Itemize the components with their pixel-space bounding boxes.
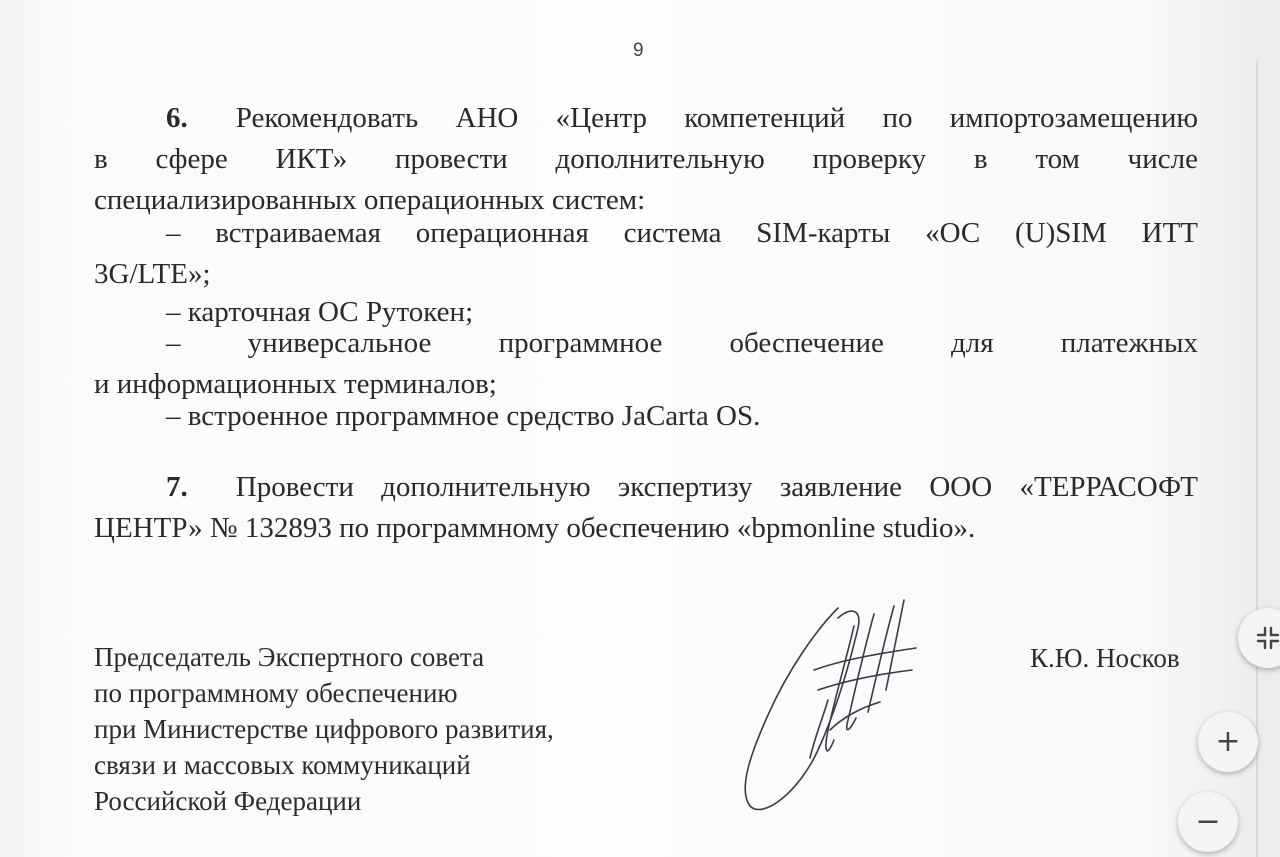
- list-item-1-text: – встраиваемая операционная система SIM-карты «ОС (U)SIM ИТТ: [166, 217, 1198, 249]
- list-item: [94, 213, 1198, 295]
- signer-title-line: связи и массовых коммуникаций: [94, 750, 471, 780]
- paragraph-6-text-1: Рекомендовать АНО «Центр компетенций по импортозамещению: [235, 102, 1198, 134]
- signer-title-line: Российской Федерации: [94, 786, 362, 816]
- list-item-1-line-1: [94, 213, 1198, 254]
- list-item-3-text: – универсальное программное обеспечение для платежных: [166, 327, 1198, 359]
- paragraph-6-line-2: в сфере ИКТ» провести дополнительную проверку в том числе: [94, 143, 1198, 175]
- page-number: 9: [633, 40, 644, 61]
- list-item-3-line-2: и информационных терминалов;: [94, 368, 497, 400]
- paragraph-7: [94, 467, 1198, 549]
- list-item-3-line-1: [94, 323, 1198, 364]
- signer-title-line: по программному обеспечению: [94, 678, 458, 708]
- list-item-4-text: – встроенное программное средство JaCarta OS.: [166, 400, 761, 432]
- signer-title: [94, 639, 554, 819]
- collapse-arrows-icon: [1255, 625, 1280, 651]
- minus-icon: −: [1195, 804, 1221, 839]
- paragraph-7-line-2: ЦЕНТР» № 132893 по программному обеспечению «bpmonline studio».: [94, 512, 976, 544]
- list-item: [94, 323, 1198, 405]
- list-item-2-text: – карточная ОС Рутокен;: [166, 296, 474, 328]
- list-item: [166, 396, 760, 437]
- paragraph-6-number: 6.: [166, 102, 188, 134]
- paragraph-7-line-1: [94, 467, 1198, 508]
- list-item-1-line-2: 3G/LTE»;: [94, 258, 211, 290]
- signer-title-line: Председатель Экспертного совета: [94, 642, 485, 672]
- zoom-out-button[interactable]: [1178, 792, 1238, 852]
- signer-title-line: при Министерстве цифрового развития,: [94, 714, 554, 744]
- paragraph-6-line-1: [94, 98, 1198, 139]
- paragraph-6-line-3: специализированных операционных систем:: [94, 184, 646, 216]
- handwritten-signature: [730, 590, 930, 820]
- zoom-in-button[interactable]: [1198, 712, 1258, 772]
- paragraph-7-number: 7.: [166, 471, 188, 503]
- paragraph-7-text-1: Провести дополнительную экспертизу заявление ООО «ТЕРРАСОФТ: [235, 471, 1198, 503]
- signer-name: К.Ю. Носков: [1030, 643, 1180, 673]
- paragraph-6: [94, 98, 1198, 221]
- plus-icon: +: [1215, 724, 1241, 759]
